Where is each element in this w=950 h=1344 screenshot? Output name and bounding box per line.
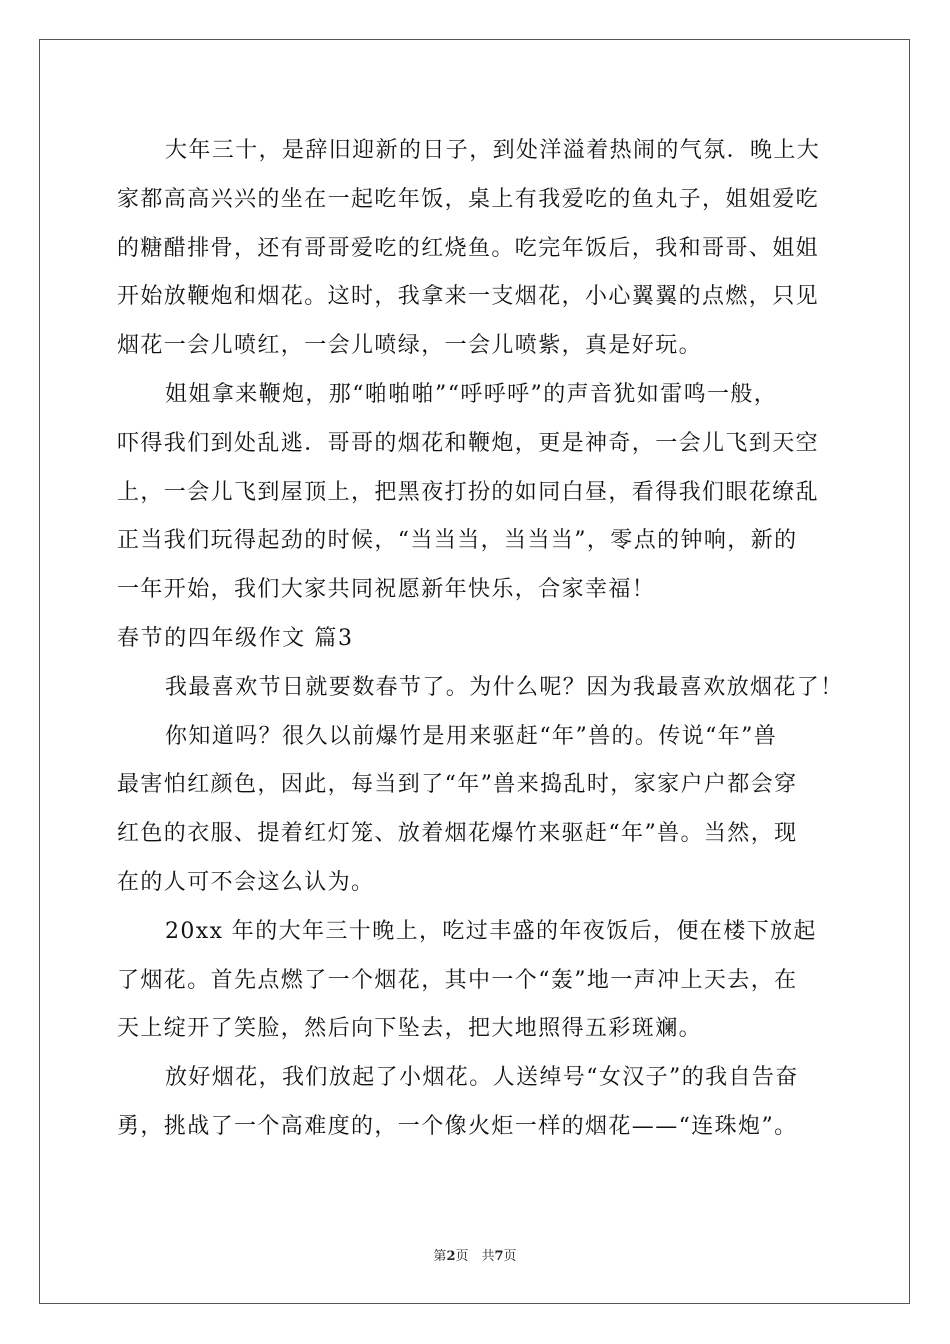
text-line: 我最喜欢节日就要数春节了。为什么呢？因为我最喜欢放烟花了！: [165, 674, 844, 700]
text-line: 家都高高兴兴的坐在一起吃年饭，桌上有我爱吃的鱼丸子，姐姐爱吃: [117, 186, 820, 212]
text-line: 一年开始，我们大家共同祝愿新年快乐，合家幸福！: [117, 577, 656, 603]
text-line: 了烟花。首先点燃了一个烟花，其中一个“轰”地一声冲上天去，在: [117, 967, 798, 993]
text-line: 天上绽开了笑脸，然后向下坠去，把大地照得五彩斑斓。: [117, 1016, 703, 1042]
text-line: 大年三十，是辞旧迎新的日子，到处洋溢着热闹的气氛．晚上大: [165, 138, 821, 163]
document-body: [117, 127, 844, 1152]
section-heading: 春节的四年级作文 篇3: [117, 625, 354, 651]
text-line: 吓得我们到处乱逃．哥哥的烟花和鞭炮，更是神奇，一会儿飞到天空: [117, 430, 820, 456]
footer-prefix: 第: [433, 1249, 447, 1264]
text-line: 烟花一会儿喷红，一会儿喷绿，一会儿喷紫，真是好玩。: [117, 333, 703, 359]
text-line: 最害怕红颜色，因此，每当到了“年”兽来捣乱时，家家户户都会穿: [117, 772, 798, 798]
text-line: 红色的衣服、提着红灯笼、放着烟花爆竹来驱赶“年”兽。当然，现: [117, 821, 798, 847]
text-line: 放好烟花，我们放起了小烟花。人送绰号“女汉子”的我自告奋: [165, 1065, 799, 1091]
text-line: 开始放鞭炮和烟花。这时，我拿来一支烟花，小心翼翼的点燃，只见: [117, 284, 820, 310]
footer-suffix: 页: [503, 1249, 517, 1264]
text-line: 在的人可不会这么认为。: [117, 869, 375, 895]
text-line: 勇，挑战了一个高难度的，一个像火炬一样的烟花——“连珠炮”。: [117, 1113, 798, 1139]
footer-mid: 页 共: [455, 1249, 495, 1264]
text-line: 上，一会儿飞到屋顶上，把黑夜打扮的如同白昼，看得我们眼花缭乱: [117, 479, 820, 505]
text-line: 姐姐拿来鞭炮，那“啪啪啪”“呼呼呼”的声音犹如雷鸣一般，: [165, 381, 778, 407]
page-footer: [0, 1245, 950, 1264]
text-line: 你知道吗？很久以前爆竹是用来驱赶“年”兽的。传说“年”兽: [165, 723, 778, 749]
text-line: 正当我们玩得起劲的时候，“当当当，当当当”，零点的钟响，新的: [117, 528, 798, 554]
text-line: 的糖醋排骨，还有哥哥爱吃的红烧鱼。吃完年饭后，我和哥哥、姐姐: [117, 235, 820, 261]
footer-total-pages: 7: [494, 1249, 504, 1264]
text-line: 20xx 年的大年三十晚上，吃过丰盛的年夜饭后，便在楼下放起: [165, 918, 817, 944]
footer-page-number: 2: [446, 1249, 456, 1264]
